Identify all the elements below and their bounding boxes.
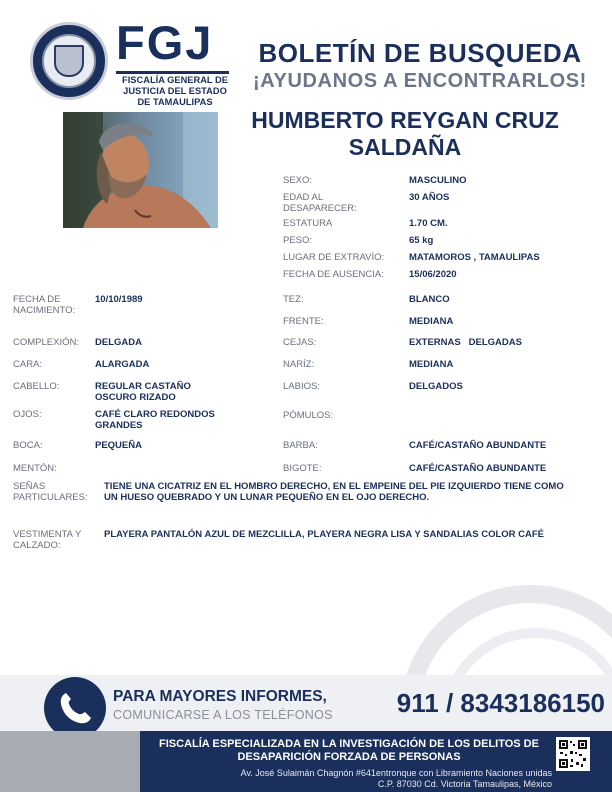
summary-label-location: LUGAR DE EXTRAVÍO:	[283, 252, 385, 263]
footer-office: FISCALÍA ESPECIALIZADA EN LA INVESTIGACIÓN DE LOS DELITOS DE DESAPARICIÓN FORZADA DE PERSONAS	[159, 738, 539, 763]
detail-label-hair: CABELLO:	[13, 381, 60, 392]
detail-value-mouth: PEQUEÑA	[95, 440, 142, 451]
summary-value-height: 1.70 CM.	[409, 218, 448, 229]
contact-phones[interactable]: 911 / 8343186150	[396, 688, 605, 718]
summary-value-sex: MASCULINO	[409, 175, 467, 186]
detail-label-build: COMPLEXIÓN:	[13, 337, 79, 348]
detail-label-lips: LABIOS:	[283, 381, 320, 392]
logo-subtitle: FISCALÍA GENERAL DE JUSTICIA DEL ESTADO DE TAMAULIPAS	[122, 75, 228, 107]
summary-value-absence-date: 15/06/2020	[409, 269, 457, 280]
detail-value-skin: BLANCO	[409, 294, 450, 305]
contact-line1: PARA MAYORES INFORMES,	[113, 688, 327, 705]
footer-address-line1: Av. José Sulaimán Chagnón #641entronque con Libramiento Naciones unidas	[240, 768, 552, 778]
detail-label-mouth: BOCA:	[13, 440, 43, 451]
bulletin-subtitle: ¡AYUDANOS A ENCONTRARLOS!	[253, 70, 587, 92]
detail-label-face: CARA:	[13, 359, 43, 370]
detail-value-beard: CAFÉ/CASTAÑO ABUNDANTE	[409, 440, 547, 451]
logo-title: FGJ	[116, 16, 214, 69]
detail-value-mustache: CAFÉ/CASTAÑO ABUNDANTE	[409, 463, 547, 474]
summary-label-absence-date: FECHA DE AUSENCIA:	[283, 269, 384, 280]
detail-value-eyebrows: EXTERNAS DELGADAS	[409, 337, 522, 348]
summary-label-age: EDAD AL DESAPARECER:	[283, 192, 357, 214]
detail-label-chin: MENTÓN:	[13, 463, 57, 474]
summary-label-weight: PESO:	[283, 235, 313, 246]
person-name	[235, 107, 575, 161]
person-name-line2: SALDAÑA	[348, 134, 462, 160]
state-seal-icon	[30, 22, 108, 100]
detail-label-mustache: BIGOTE:	[283, 463, 322, 474]
detail-value-face: ALARGADA	[95, 359, 150, 370]
detail-value-birthdate: 10/10/1989	[95, 294, 143, 305]
detail-label-cheekbones: PÓMULOS:	[283, 410, 334, 421]
missing-person-photo	[63, 112, 218, 228]
summary-value-weight: 65 kg	[409, 235, 434, 246]
detail-label-skin: TEZ:	[283, 294, 304, 305]
clothing-label: VESTIMENTA Y CALZADO:	[13, 529, 82, 551]
detail-label-eyebrows: CEJAS:	[283, 337, 317, 348]
summary-label-height: ESTATURA	[283, 218, 333, 229]
phone-handset-icon	[44, 677, 106, 739]
contact-line2: COMUNICARSE A LOS TELÉFONOS	[113, 708, 333, 722]
bulletin-title: BOLETÍN DE BUSQUEDA	[258, 38, 582, 68]
detail-value-lips: DELGADOS	[409, 381, 463, 392]
detail-value-hair: REGULAR CASTAÑO OSCURO RIZADO	[95, 381, 191, 403]
clothing-value: PLAYERA PANTALÓN AZUL DE MEZCLILLA, PLAYERA NEGRA LISA Y SANDALIAS COLOR CAFÉ	[104, 529, 545, 540]
footer-address	[148, 768, 552, 790]
footer-address-line2: C.P. 87030 Cd. Victoria Tamaulipas, México	[377, 779, 552, 789]
summary-value-age: 30 AÑOS	[409, 192, 450, 203]
summary-value-location: MATAMOROS , TAMAULIPAS	[409, 252, 540, 263]
marks-value: TIENE UNA CICATRIZ EN EL HOMBRO DERECHO, EN EL EMPEINE DEL PIE IZQUIERDO TIENE COMO UN HUESO QUEBRADO Y UN LUNAR PEQUEÑO EN EL OJO DERECHO.	[104, 481, 564, 503]
detail-value-build: DELGADA	[95, 337, 142, 348]
person-name-line1: HUMBERTO REYGAN CRUZ	[251, 107, 559, 133]
marks-label: SEÑAS PARTICULARES:	[13, 481, 88, 503]
detail-value-nose: MEDIANA	[409, 359, 454, 370]
detail-label-birthdate: FECHA DE NACIMIENTO:	[13, 294, 76, 316]
logo-divider	[116, 71, 229, 74]
detail-value-eyes: CAFÉ CLARO REDONDOS GRANDES	[95, 409, 215, 431]
summary-label-sex: SEXO:	[283, 175, 313, 186]
detail-label-beard: BARBA:	[283, 440, 318, 451]
qr-code-icon[interactable]	[556, 737, 590, 771]
detail-label-eyes: OJOS:	[13, 409, 42, 420]
detail-label-nose: NARÍZ:	[283, 359, 315, 370]
detail-value-forehead: MEDIANA	[409, 316, 454, 327]
detail-label-forehead: FRENTE:	[283, 316, 324, 327]
